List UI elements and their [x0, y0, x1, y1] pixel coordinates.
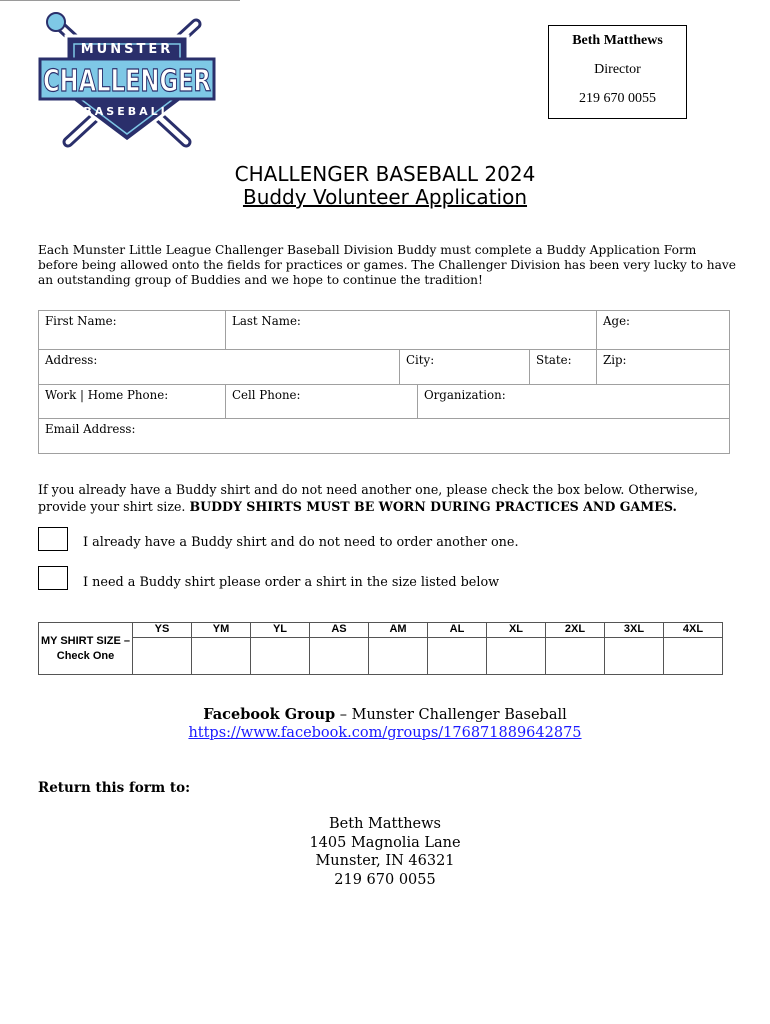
- size-3xl-box[interactable]: [605, 638, 664, 675]
- munster-challenger-logo: [36, 14, 218, 148]
- shirt-size-table: [38, 622, 723, 675]
- size-ym-header: YM: [192, 623, 251, 638]
- zip-field[interactable]: [596, 349, 730, 385]
- zip-label: Zip:: [603, 353, 627, 367]
- size-yl-box[interactable]: [251, 638, 310, 675]
- cell-phone-field[interactable]: [225, 384, 418, 419]
- return-name: Beth Matthews: [329, 816, 441, 832]
- top-rule: [0, 0, 240, 1]
- size-am-header: AM: [369, 623, 428, 638]
- facebook-label: Facebook Group: [203, 706, 336, 723]
- shirt-instructions: If you already have a Buddy shirt and do not need another one, please check the box below. Otherwise, provide your shirt size. BUDDY SHIRTS MUST BE WORN DURING PRACTICES AND GAMES.: [38, 482, 699, 514]
- logo-text-top: MUNSTER: [80, 42, 174, 57]
- return-phone: 219 670 0055: [334, 871, 436, 888]
- need-shirt-checkbox[interactable]: [38, 566, 68, 590]
- first-name-field[interactable]: [38, 310, 226, 350]
- return-label: Return this form to:: [38, 780, 191, 796]
- cell-phone-label: Cell Phone:: [232, 388, 301, 402]
- size-xl-header: XL: [487, 623, 546, 638]
- size-yl-header: YL: [251, 623, 310, 638]
- director-role: Director: [594, 62, 641, 77]
- return-address: [0, 815, 770, 889]
- intro-paragraph: Each Munster Little League Challenger Baseball Division Buddy must complete a Buddy Application Form before being allowed onto the fields for practices or games. The Challenger Division has been very lucky to have an outstanding group of Buddies and we hope to continue the tradition!: [38, 243, 736, 287]
- size-4xl-box[interactable]: [664, 638, 723, 675]
- address-label: Address:: [45, 353, 98, 367]
- director-contact-box: [548, 25, 687, 119]
- city-label: City:: [406, 353, 435, 367]
- size-3xl-header: 3XL: [605, 623, 664, 638]
- state-label: State:: [536, 353, 572, 367]
- email-label: Email Address:: [45, 422, 136, 436]
- logo-text-bottom: BASEBALL: [83, 105, 171, 118]
- work-home-phone-label: Work | Home Phone:: [45, 388, 169, 402]
- shirt-warning: BUDDY SHIRTS MUST BE WORN DURING PRACTICES AND GAMES.: [189, 499, 677, 514]
- organization-field[interactable]: [417, 384, 730, 419]
- size-2xl-box[interactable]: [546, 638, 605, 675]
- size-al-box[interactable]: [428, 638, 487, 675]
- size-ys-box[interactable]: [133, 638, 192, 675]
- form-subtitle: Buddy Volunteer Application: [242, 185, 528, 209]
- organization-label: Organization:: [424, 388, 506, 402]
- last-name-label: Last Name:: [232, 314, 301, 328]
- have-shirt-label: I already have a Buddy shirt and do not need to order another one.: [83, 535, 519, 550]
- size-4xl-header: 4XL: [664, 623, 723, 638]
- age-label: Age:: [603, 314, 631, 328]
- form-title: CHALLENGER BASEBALL 2024: [234, 162, 536, 186]
- size-am-box[interactable]: [369, 638, 428, 675]
- need-shirt-label: I need a Buddy shirt please order a shirt in the size listed below: [83, 575, 500, 590]
- director-phone: 219 670 0055: [579, 91, 656, 106]
- size-ym-box[interactable]: [192, 638, 251, 675]
- size-as-box[interactable]: [310, 638, 369, 675]
- size-2xl-header: 2XL: [546, 623, 605, 638]
- city-field[interactable]: [399, 349, 530, 385]
- size-xl-box[interactable]: [487, 638, 546, 675]
- last-name-field[interactable]: [225, 310, 597, 350]
- size-al-header: AL: [428, 623, 487, 638]
- return-street: 1405 Magnolia Lane: [309, 834, 461, 851]
- facebook-group-line: Facebook Group – Munster Challenger Baseball: [203, 706, 567, 723]
- logo-text-main: CHALLENGER: [43, 64, 211, 99]
- address-field[interactable]: [38, 349, 400, 385]
- have-shirt-checkbox[interactable]: [38, 527, 68, 551]
- shirt-size-header: MY SHIRT SIZE – Check One: [39, 623, 133, 675]
- director-name: Beth Matthews: [572, 33, 663, 48]
- email-field[interactable]: [38, 418, 730, 454]
- size-as-header: AS: [310, 623, 369, 638]
- age-field[interactable]: [596, 310, 730, 350]
- work-home-phone-field[interactable]: [38, 384, 226, 419]
- first-name-label: First Name:: [45, 314, 117, 328]
- state-field[interactable]: [529, 349, 597, 385]
- facebook-link[interactable]: https://www.facebook.com/groups/176871889642875: [188, 725, 582, 741]
- facebook-group-name: Munster Challenger Baseball: [351, 707, 567, 723]
- size-ys-header: YS: [133, 623, 192, 638]
- return-city: Munster, IN 46321: [315, 853, 455, 869]
